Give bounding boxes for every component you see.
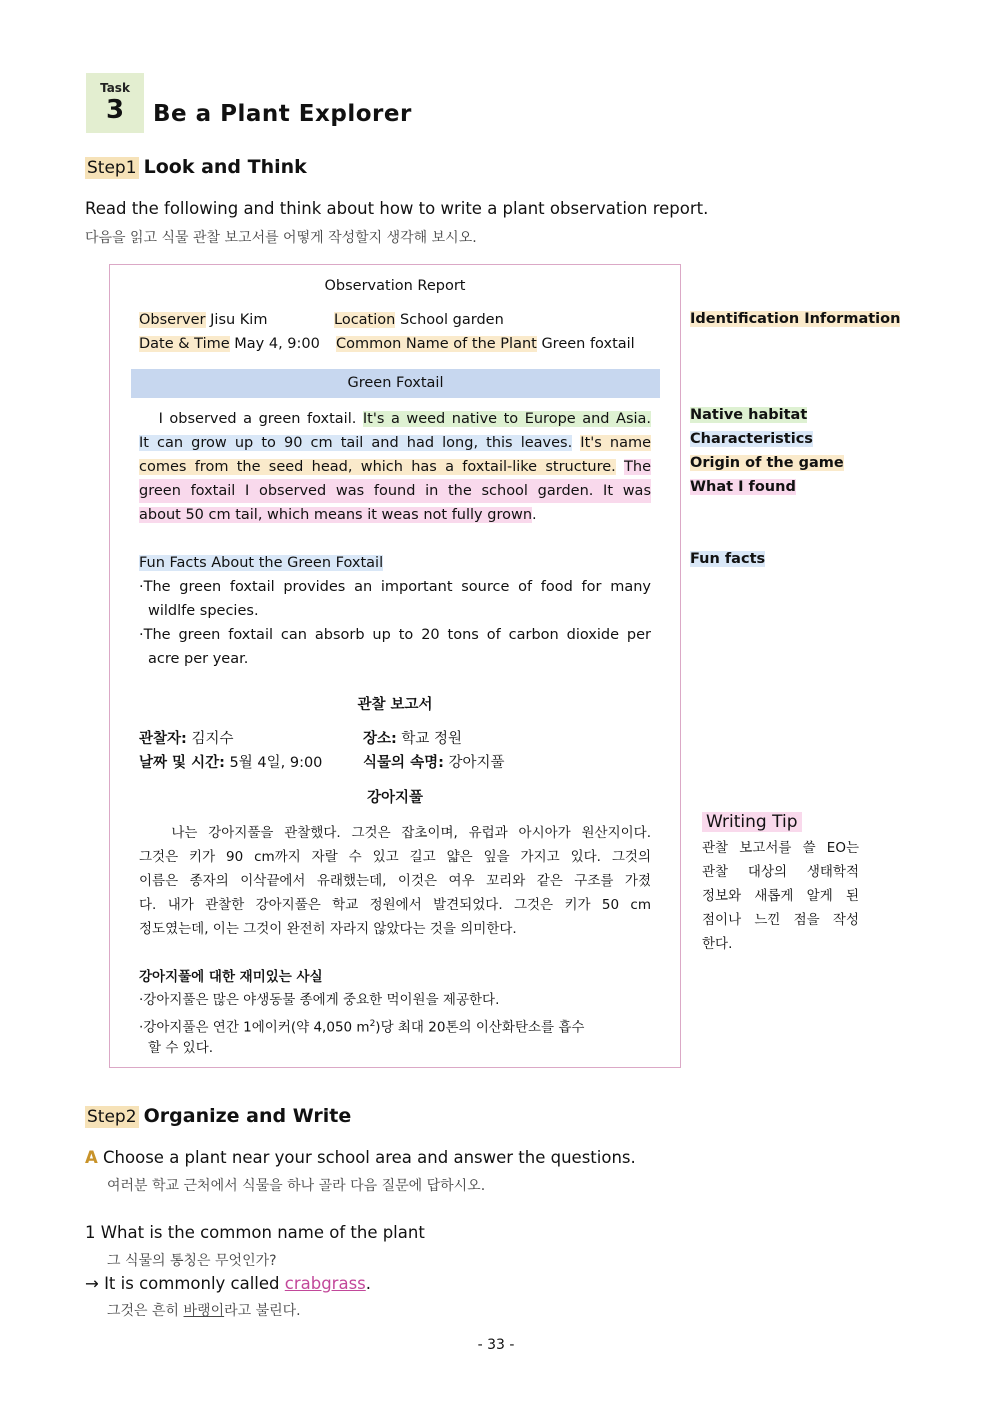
step1-instruction-en: Read the following and think about how to write a plant observation report. bbox=[85, 199, 709, 218]
report-common-name bbox=[336, 332, 635, 356]
tip-line: 관찰 보고서를 쓸 EO는 bbox=[702, 840, 859, 856]
fun-fact-2: ·The green foxtail can absorb up to 20 tons of carbon dioxide per bbox=[139, 627, 651, 643]
ko-observer bbox=[139, 727, 233, 751]
location-label: Location bbox=[334, 312, 396, 328]
location-value: School garden bbox=[399, 312, 504, 328]
task-number: 3 bbox=[105, 95, 125, 125]
body-found-start: The bbox=[624, 459, 651, 475]
step1-title: Look and Think bbox=[143, 156, 307, 178]
answer-ko-suffix: 라고 불린다. bbox=[224, 1303, 301, 1319]
ko-fun-2-part-a: ·강아지풀은 연간 1에이커(약 4,050 m bbox=[139, 1019, 370, 1036]
ko-plant-name-value: 강아지풀 bbox=[448, 755, 505, 771]
ko-plant-name bbox=[363, 751, 505, 775]
section-band: Green Foxtail bbox=[131, 369, 660, 398]
writing-tip-title-text: Writing Tip bbox=[702, 812, 802, 832]
question-1-ko: 그 식물의 통칭은 무엇인가? bbox=[107, 1253, 277, 1269]
ko-fun-1: ·강아지풀은 많은 야생동물 종에게 중요한 먹이원을 제공한다. bbox=[139, 992, 500, 1008]
task-label: Task bbox=[100, 81, 130, 95]
common-name-label: Common Name of the Plant bbox=[336, 336, 537, 352]
body-line-3 bbox=[139, 455, 651, 479]
fun-facts-title-text: Fun Facts About the Green Foxtail bbox=[139, 555, 384, 571]
task-title: Be a Plant Explorer bbox=[153, 101, 412, 127]
datetime-value: May 4, 9:00 bbox=[234, 336, 320, 352]
tip-line: 한다. bbox=[702, 936, 733, 952]
ko-datetime-value: 5월 4일, 9:00 bbox=[229, 755, 323, 771]
common-name-value: Green foxtail bbox=[541, 336, 635, 352]
step1-instruction-ko: 다음을 읽고 식물 관찰 보고서를 어떻게 작성할지 생각해 보시오. bbox=[85, 230, 477, 246]
answer-word[interactable]: crabgrass bbox=[284, 1274, 366, 1293]
side-origin-text: Origin of the game bbox=[690, 455, 844, 471]
datetime-label: Date & Time bbox=[139, 336, 230, 352]
question-1-en: 1 What is the common name of the plant bbox=[85, 1223, 425, 1242]
ko-body-line-2: 그것은 키가 90 cm까지 자랄 수 있고 길고 얇은 잎을 가지고 있다. 그것의 bbox=[139, 849, 651, 865]
ko-plant-name-label: 식물의 속명: bbox=[363, 755, 444, 771]
side-found-text: What I found bbox=[690, 479, 796, 495]
step1-tag: Step1 bbox=[87, 158, 137, 178]
tip-line: 점이나 느낀 점을 작성 bbox=[702, 912, 859, 928]
fun-fact-1-cont: wildlfe species. bbox=[148, 603, 259, 619]
body-intro: I observed a green foxtail. bbox=[158, 411, 357, 427]
body-found-end: about 50 cm tail, which means it weas not fully grown bbox=[139, 507, 533, 523]
answer-1-ko bbox=[107, 1300, 301, 1320]
writing-tip-title bbox=[702, 812, 802, 832]
ko-location-label: 장소: bbox=[363, 731, 397, 747]
answer-prefix: → It is commonly called bbox=[85, 1274, 285, 1293]
report-datetime bbox=[139, 332, 320, 356]
body-line-1 bbox=[139, 407, 651, 431]
report-location bbox=[334, 308, 504, 332]
fun-fact-2-cont: acre per year. bbox=[148, 651, 249, 667]
body-characteristics: It can grow up to 90 cm tail and had long, this leaves. bbox=[139, 435, 573, 451]
side-origin bbox=[690, 455, 844, 471]
fun-facts-title bbox=[139, 551, 383, 575]
ko-section-title: 강아지풀 bbox=[366, 790, 424, 806]
step2-a-letter: A bbox=[85, 1148, 98, 1167]
step2-title: Organize and Write bbox=[143, 1105, 352, 1127]
step2-a-ko: 여러분 학교 근처에서 식물을 하나 골라 다음 질문에 답하시오. bbox=[107, 1178, 486, 1194]
step1-heading bbox=[85, 156, 307, 178]
side-characteristics-text: Characteristics bbox=[690, 431, 813, 447]
body-origin: comes from the seed head, which has a foxtail-like structure. bbox=[139, 459, 616, 475]
ko-location-value: 학교 정원 bbox=[401, 731, 463, 747]
ko-fun-2-cont: 할 수 있다. bbox=[148, 1040, 214, 1056]
observer-label: Observer bbox=[139, 312, 206, 328]
body-line-2 bbox=[139, 431, 651, 455]
task-badge bbox=[86, 73, 144, 133]
side-found bbox=[690, 479, 796, 495]
report-observer bbox=[139, 308, 267, 332]
ko-body-line-4: 다. 내가 관찰한 강아지풀은 학교 정원에서 발견되었다. 그것은 키가 50 cm bbox=[139, 897, 651, 913]
body-line-4: green foxtail I observed was found in the school garden. It was bbox=[139, 479, 651, 503]
side-identification bbox=[690, 311, 900, 327]
page-number: - 33 - bbox=[477, 1337, 515, 1353]
body-line-5 bbox=[139, 503, 537, 527]
observer-value: Jisu Kim bbox=[210, 312, 268, 328]
ko-observer-label: 관찰자: bbox=[139, 731, 187, 747]
ko-body-line-1 bbox=[139, 821, 651, 845]
ko-location bbox=[363, 727, 462, 751]
tip-line: 관찰 대상의 생태학적 bbox=[702, 864, 859, 880]
ko-fun-2-part-b: )당 최대 20톤의 이산화탄소를 흡수 bbox=[375, 1019, 585, 1036]
answer-ko-prefix: 그것은 흔히 bbox=[107, 1303, 184, 1319]
answer-suffix: . bbox=[365, 1274, 372, 1293]
ko-fun-title: 강아지풀에 대한 재미있는 사실 bbox=[139, 969, 323, 985]
side-native-text: Native habitat bbox=[690, 407, 808, 423]
body-origin-start: It's name bbox=[580, 435, 652, 451]
side-native bbox=[690, 407, 807, 423]
answer-1-en bbox=[85, 1274, 371, 1293]
ko-datetime bbox=[139, 751, 322, 775]
side-characteristics bbox=[690, 431, 813, 447]
ko-body-text-1: 나는 강아지풀을 관찰했다. 그것은 잡초이며, 유럽과 아시아가 원산지이다. bbox=[171, 825, 651, 841]
step2-a-en bbox=[85, 1148, 636, 1167]
body-period: . bbox=[532, 507, 537, 523]
ko-report-title: 관찰 보고서 bbox=[357, 697, 433, 713]
step2-tag: Step2 bbox=[87, 1107, 137, 1127]
tip-line: 정보와 새롭게 알게 된 bbox=[702, 888, 859, 904]
writing-tip-body bbox=[702, 836, 859, 956]
fun-fact-1: ·The green foxtail provides an important source of food for many bbox=[139, 579, 651, 595]
side-fun bbox=[690, 551, 765, 567]
ko-observer-value: 김지수 bbox=[191, 731, 234, 747]
report-title: Observation Report bbox=[324, 278, 466, 294]
ko-fun-2-sup: 2 bbox=[369, 1019, 376, 1029]
step2-heading bbox=[85, 1105, 351, 1127]
ko-fun-2 bbox=[139, 1012, 651, 1040]
body-native: It's a weed native to Europe and Asia. bbox=[362, 411, 652, 427]
side-fun-text: Fun facts bbox=[690, 551, 766, 567]
side-identification-text: Identification Information bbox=[690, 311, 901, 327]
ko-body-line-5: 정도였는데, 이는 그것이 완전히 자라지 않았다는 것을 의미한다. bbox=[139, 921, 517, 937]
ko-body-line-3: 이름은 종자의 이삭끝에서 유래했는데, 이것은 여우 꼬리와 같은 구조를 가졌 bbox=[139, 873, 651, 889]
step2-a-en-text: Choose a plant near your school area and answer the questions. bbox=[103, 1148, 636, 1167]
answer-ko-word: 바랭이 bbox=[183, 1303, 225, 1319]
ko-datetime-label: 날짜 및 시간: bbox=[139, 755, 225, 771]
